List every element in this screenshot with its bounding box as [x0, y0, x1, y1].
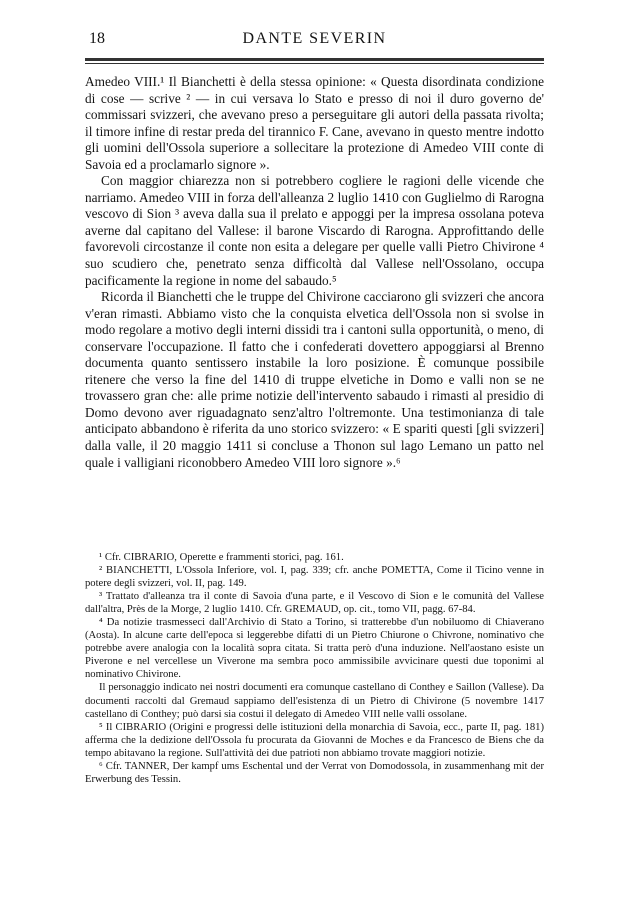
footnote-2: ² BIANCHETTI, L'Ossola Inferiore, vol. I, pag. 339; cfr. anche POMETTA, Come il Ticino venne in potere degli svizzeri, vol. II, pag. 149. [85, 565, 544, 590]
footnote-3: ³ Trattato d'alleanza tra il conte di Savoia d'una parte, e il Vescovo di Sion e le comunità del Vallese dall'altra, Près de la Morge, 2 luglio 1410. Cfr. GREMAUD, op. cit., tomo VII, pagg. 67-84. [85, 591, 544, 616]
header-rule-thin [85, 63, 544, 64]
document-page [85, 28, 544, 785]
footnote-4: ⁴ Da notizie trasmesseci dall'Archivio di Stato a Torino, si tratterebbe d'un nobiluomo di Chiaverano (Aosta). In alcune carte dell'epoca si leggerebbe difatti di un Pietro Chiurone o Chivrone, nominativo che potrebbe avere analogia con la località sopra citata. Si tratta però d'una induzione. Nell'aostano esiste un Piverone e nel vercellese un Viverone ma sembra poco ammissibile avvicinare questi due toponimi al nominativo Chivirone. [85, 617, 544, 681]
paragraph-3: Ricorda il Bianchetti che le truppe del Chivirone cacciarono gli svizzeri che ancora v'eran rimasti. Abbiamo visto che la conquista elvetica dell'Ossola non si svolse in modo regolare a motivo degli interni dissidi tra i cantoni sulla opportunità, o meno, di conservare l'occupazione. Il fatto che i confederati dovettero appoggiarsi al Brenno documenta quanto sentissero instabile la loro posizione. È comunque possibile ritenere che verso la fine del 1410 di truppe elvetiche in Domo e valli non se ne trovassero gran che: alle prime notizie dell'intervento sabaudo i rimasti al presidio di Domo devono aver riguadagnato senz'altro l'oltremonte. Una testimonianza di tale anticipato abbandono è riferita da uno storico svizzero: « E spariti questi [gli svizzeri] dalla valle, il 20 maggio 1411 si concluse a Thonon sul lago Lemano un patto nel quale i valligiani riconobbero Amedeo VIII loro signore ».⁶ [85, 289, 544, 470]
header-rule-thick [85, 58, 544, 61]
paragraph-2: Con maggior chiarezza non si potrebbero cogliere le ragioni delle vicende che narriamo. Amedeo VIII in forza dell'alleanza 2 luglio 1410 con Guglielmo di Rarogna vescovo di Sion ³ aveva dalla sua il prelato e appoggi per la impresa ossolana poteva averne dal capitano del Vallese: il barone Viscardo di Rarogna. Approfittando delle favorevoli circostanze il conte non esita a delegare per quelle valli Pietro Chivirone ⁴ suo scudiero che, penetrato senza difficoltà dal Vallese nell'Ossolano, occupa pacificamente la regione in nome del sabaudo.⁵ [85, 173, 544, 288]
footnote-5: ⁵ Il CIBRARIO (Origini e progressi delle istituzioni della monarchia di Savoia, ecc., parte II, pag. 181) afferma che la dedizione dell'Ossola fu procurata da Giovanni de Moches e da Francesco de Biens che da tempo abitavano la regione. Sull'attività dei due patrioti non abbiamo trovate maggiori notizie. [85, 721, 544, 759]
running-title: DANTE SEVERIN [242, 30, 387, 47]
paragraph-1: Amedeo VIII.¹ Il Bianchetti è della stessa opinione: « Questa disordinata condizione di cose — scrive ² — in cui versava lo Stato e presso di noi il duro governo de' commissari svizzeri, che avevano preso a perseguitare gli autori della passata rivolta; il timore infine di restar preda del tirannico F. Cane, avevano in questo mentre indotto gli uomini dell'Ossola superiore a sollecitare la protezione di Amedeo VIII conte di Savoia ed a proclamarlo signore ». [85, 74, 544, 172]
footnote-6: ⁶ Cfr. TANNER, Der kampf ums Eschental und der Verrat von Domodossola, in zusammenhang mit der Erwerbung des Tessin. [85, 760, 544, 785]
running-header [85, 28, 544, 50]
main-text [85, 74, 544, 471]
page-number: 18 [89, 30, 105, 47]
footnote-1: ¹ Cfr. CIBRARIO, Operette e frammenti storici, pag. 161. [99, 552, 344, 563]
footnotes [85, 551, 544, 786]
footnote-4-continued: Il personaggio indicato nei nostri documenti era comunque castellano di Conthey e Saillon (Vallese). Da documenti raccolti dal Gremaud sappiamo dell'esistenza di un Pietro di Chivirone (5 novembre 1417 castellano di Conthey; può darsi sia costui il delegato di Amedeo VIII nelle valli ossolane. [85, 682, 544, 720]
